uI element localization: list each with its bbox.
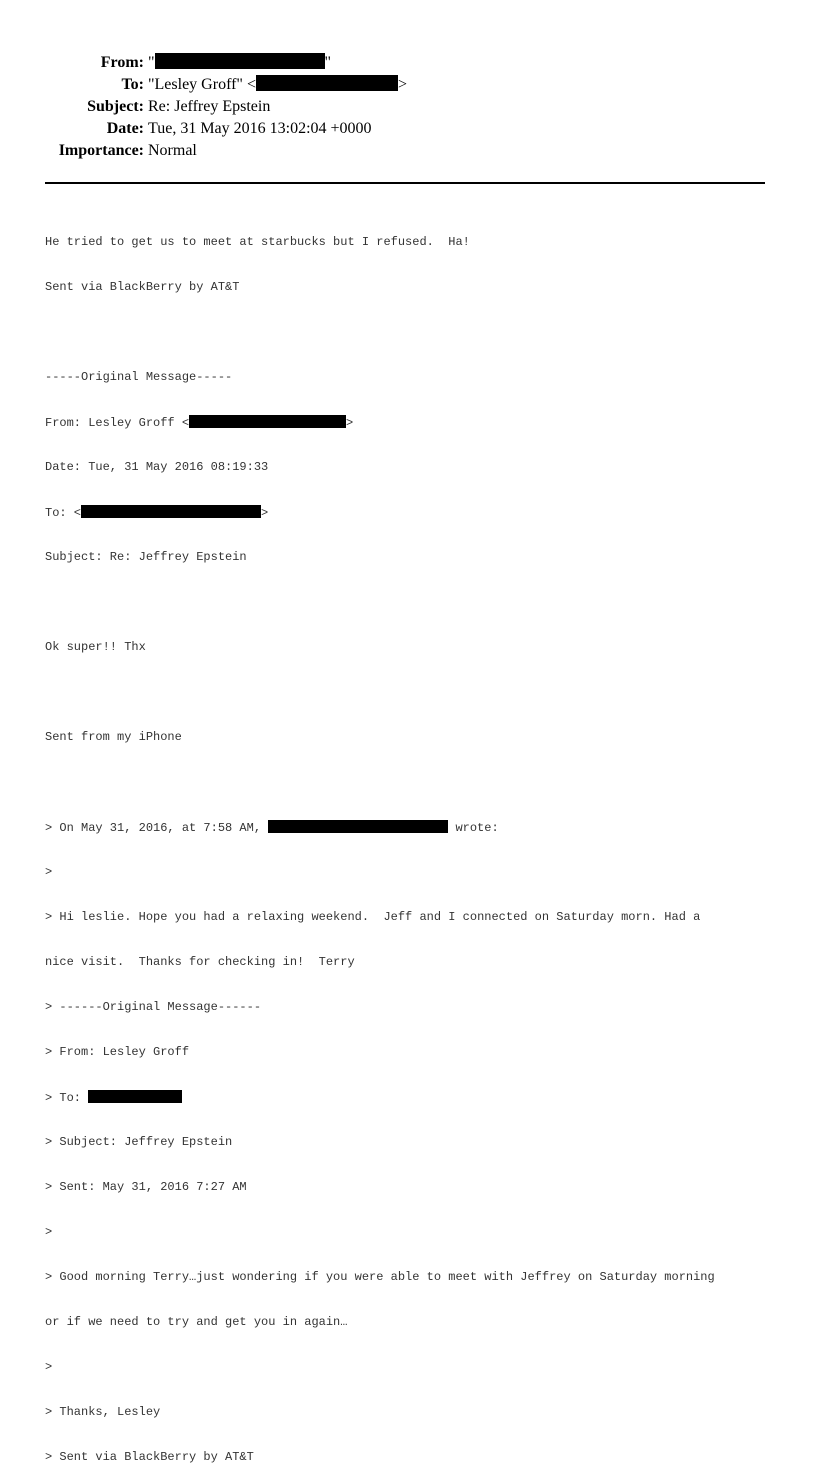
body-line: > To: [45,1090,775,1105]
body-line: nice visit. Thanks for checking in! Terry [45,955,355,969]
body-line: Subject: Re: Jeffrey Epstein [45,550,247,564]
date-value: Tue, 31 May 2016 13:02:04 +0000 [148,120,372,137]
body-line: > Thanks, Lesley [45,1405,161,1419]
subject-label: Subject: [87,98,144,115]
from-label: From: [100,54,144,71]
email-header [0,52,816,162]
body-line: > Sent via BlackBerry by AT&T [45,1450,254,1464]
to-row [0,74,816,96]
body-line: > ------Original Message------ [45,1000,262,1014]
redaction-bar [189,415,346,428]
blank-line [45,685,775,700]
body-line: > Subject: Jeffrey Epstein [45,1135,233,1149]
redaction-bar [256,75,398,91]
importance-row [0,140,816,162]
date-row [0,118,816,140]
body-line: > [45,865,53,879]
to-label: To: [121,76,144,93]
from-value: " " [148,54,332,71]
email-body [45,205,775,1480]
subject-value: Re: Jeffrey Epstein [148,98,271,115]
body-line: Sent via BlackBerry by AT&T [45,280,240,294]
body-line: -----Original Message----- [45,370,233,384]
to-value: "Lesley Groff" < > [148,76,408,93]
body-line: > [45,1225,53,1239]
redaction-bar [88,1090,182,1103]
body-line: Sent from my iPhone [45,730,182,744]
redaction-bar [155,53,325,69]
importance-label: Importance: [58,142,144,159]
redaction-bar [268,820,448,833]
body-line: He tried to get us to meet at starbucks but I refused. Ha! [45,235,470,249]
body-line: Ok super!! Thx [45,640,146,654]
blank-line [45,325,775,340]
subject-row [0,96,816,118]
body-line: To: < > [45,506,269,520]
body-line: > [45,1360,53,1374]
body-line: Date: Tue, 31 May 2016 08:19:33 [45,460,269,474]
blank-line [45,595,775,610]
header-divider [45,182,765,184]
body-line: From: Lesley Groff < > [45,416,354,430]
body-line: > Good morning Terry…just wondering if you were able to meet with Jeffrey on Saturday morning [45,1270,715,1284]
from-row [0,52,816,74]
blank-line [45,775,775,790]
redaction-bar [81,505,261,518]
body-line: > Hi leslie. Hope you had a relaxing weekend. Jeff and I connected on Saturday morn. Had a [45,910,701,924]
importance-value: Normal [148,142,197,159]
body-line: or if we need to try and get you in again… [45,1315,348,1329]
body-line: > Sent: May 31, 2016 7:27 AM [45,1180,247,1194]
date-label: Date: [106,120,144,137]
body-line: > From: Lesley Groff [45,1045,190,1059]
body-line: > On May 31, 2016, at 7:58 AM, wrote: [45,821,499,835]
